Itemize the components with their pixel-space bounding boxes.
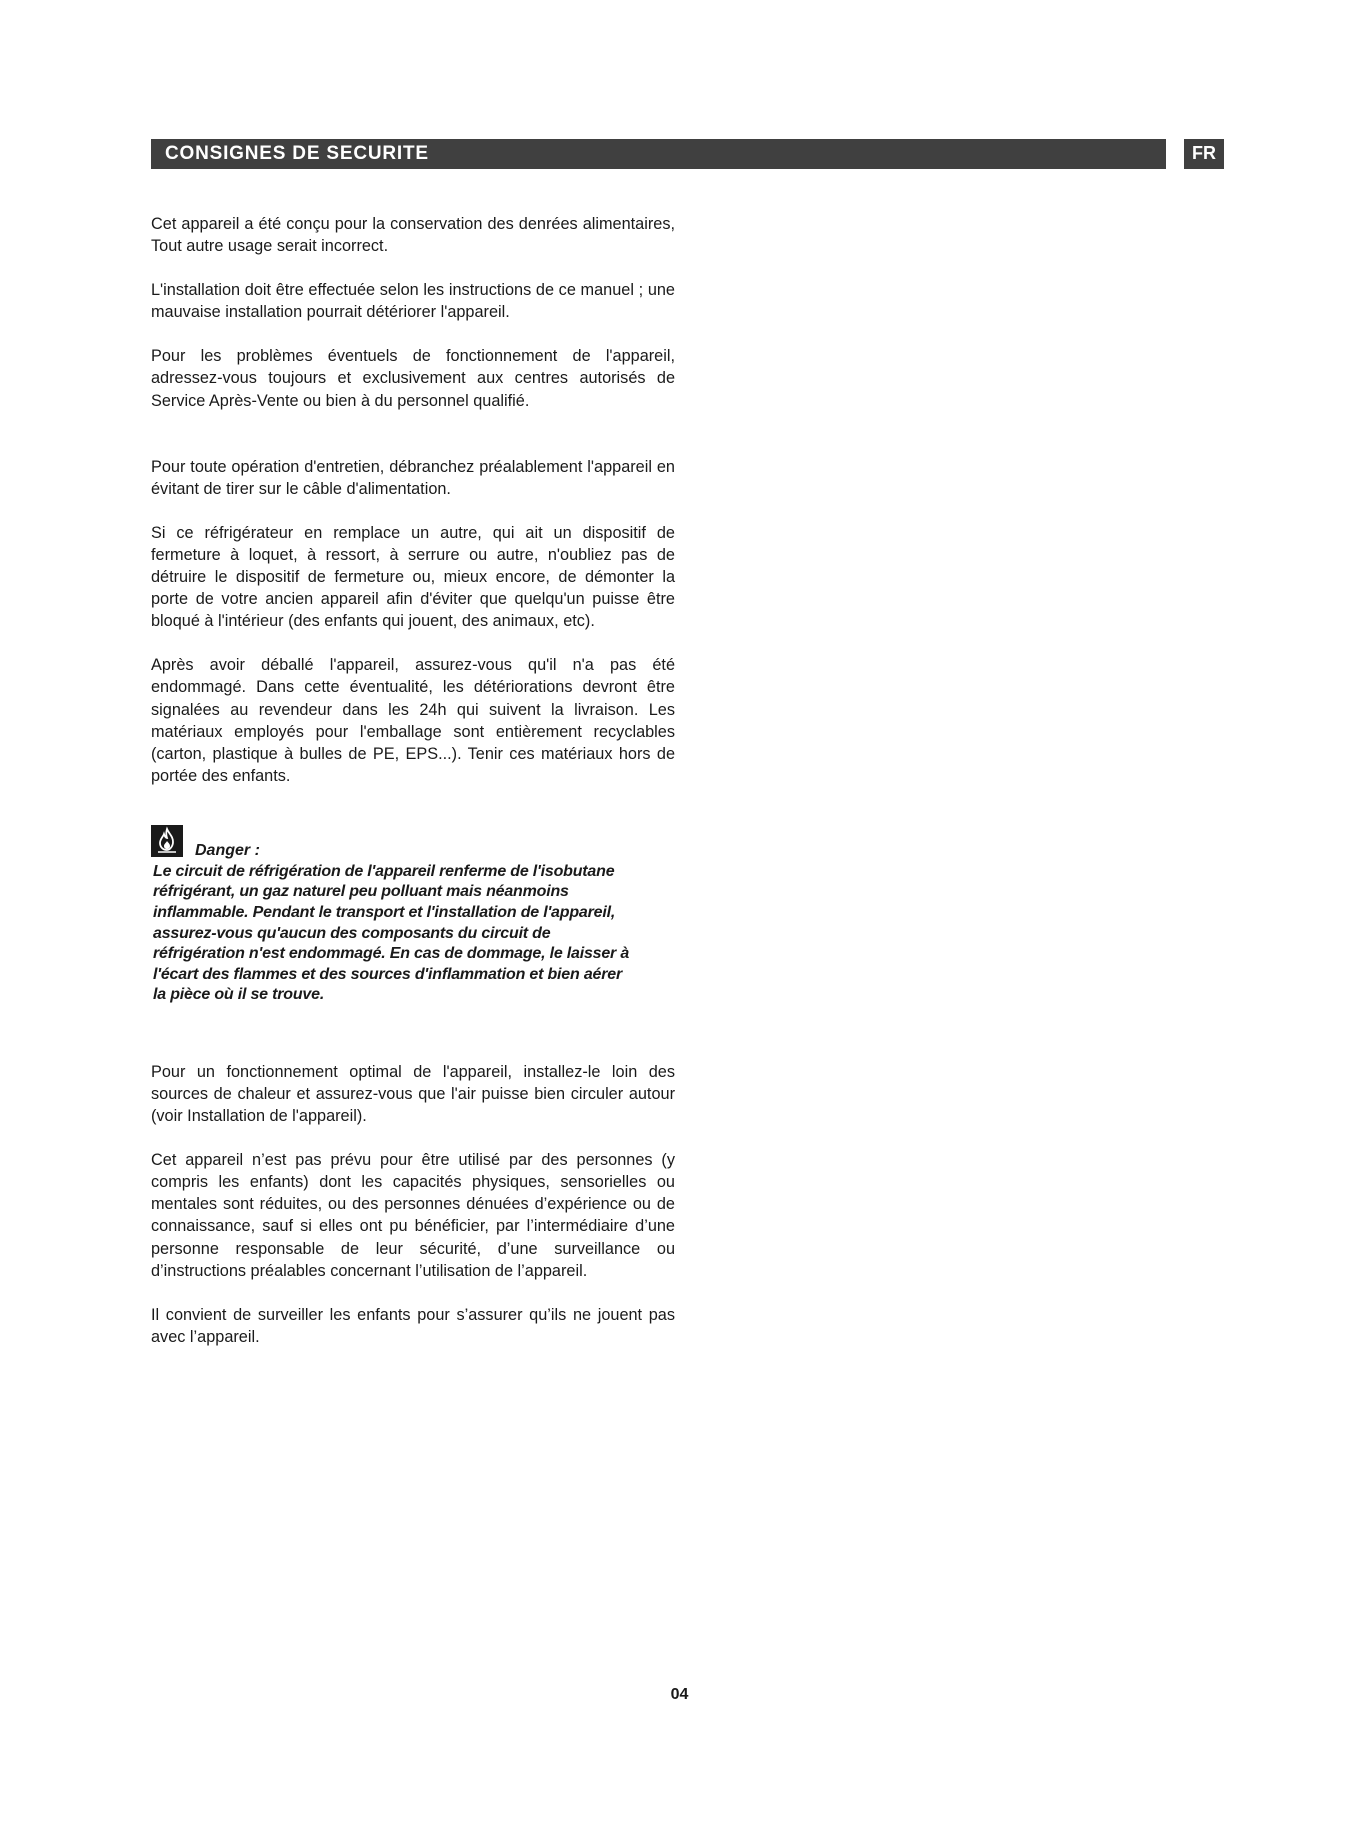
danger-line: assurez-vous qu'aucun des composants du circuit de [153, 924, 551, 942]
section-title: CONSIGNES DE SECURITE [165, 143, 429, 164]
danger-line: la pièce où il se trouve. [153, 986, 325, 1004]
language-badge: FR [1184, 139, 1224, 169]
paragraph-persons: Cet appareil n’est pas prévu pour être utilisé par des personnes (y compris les enfants) dont les capacités physiques, sensorielles ou mentales sont réduites, ou des personnes dénuées d’expérience ou de connaissance, sauf si elles ont pu bénéficier, par l’intermédiaire d’une personne responsable de leur sécurité, d’une surveillance ou d’instructions préalables concernant l’utilisation de l’appareil. [151, 1151, 675, 1280]
paragraph-service: Pour les problèmes éventuels de fonctionnement de l'appareil, adressez-vous toujours et exclusivement aux centres autorisés de Service Après-Vente ou bien à du personnel qualifié. [151, 347, 675, 410]
section-header-bar [151, 139, 1166, 169]
safety-instructions [151, 213, 675, 1348]
danger-line: réfrigération n'est endommagé. En cas de dommage, le laisser à [153, 945, 630, 963]
paragraph-intended-use: Cet appareil a été conçu pour la conservation des denrées alimentaires, Tout autre usage serait incorrect. [151, 215, 675, 256]
paragraph-ventilation: Pour un fonctionnement optimal de l'appareil, installez-le loin des sources de chaleur et assurez-vous que l'air puisse bien circuler autour (voir Installation de l'appareil). [151, 1062, 675, 1126]
paragraph-old-appliance: Si ce réfrigérateur en remplace un autre, qui ait un dispositif de fermeture à loquet, à ressort, à serrure ou autre, n'oubliez pas de détruire le dispositif de fermeture ou, mieux encore, de démonter la porte de votre ancien appareil afin d'éviter que quelqu'un puisse être bloqué à l'intérieur (des enfants qui jouent, des animaux, etc). [151, 523, 675, 631]
page-number: 04 [670, 1686, 689, 1703]
paragraph-unpacking: Après avoir déballé l'appareil, assurez-vous qu'il n'a pas été endommagé. Dans cette éventualité, les détériorations devront être signalées au revendeur dans les 24h qui suivent la livraison. Les matériaux employés pour l'emballage sont entièrement recyclables (carton, plastique à bulles de PE, EPS...). Tenir ces matériaux hors de portée des enfants. [151, 656, 675, 785]
flame-icon-graphic [151, 825, 183, 857]
danger-line: inflammable. Pendant le transport et l'installation de l'appareil, [153, 904, 616, 922]
danger-warning [151, 825, 675, 1039]
paragraph-installation: L'installation doit être effectuée selon les instructions de ce manuel ; une mauvaise installation pourrait détériorer l'appareil. [151, 281, 675, 322]
paragraph-children: Il convient de surveiller les enfants pour s’assurer qu’ils ne jouent pas avec l’appareil. [151, 1305, 675, 1346]
flame-icon [151, 825, 183, 857]
danger-title: Danger : [195, 841, 260, 859]
danger-line: l'écart des flammes et des sources d'inflammation et bien aérer [153, 965, 622, 983]
paragraph-maintenance: Pour toute opération d'entretien, débranchez préalablement l'appareil en évitant de tirer sur le câble d'alimentation. [151, 457, 675, 498]
danger-line: réfrigérant, un gaz naturel peu polluant mais néanmoins [153, 883, 569, 901]
danger-line: Le circuit de réfrigération de l'appareil renferme de l'isobutane [153, 862, 615, 880]
danger-text [153, 862, 653, 1006]
